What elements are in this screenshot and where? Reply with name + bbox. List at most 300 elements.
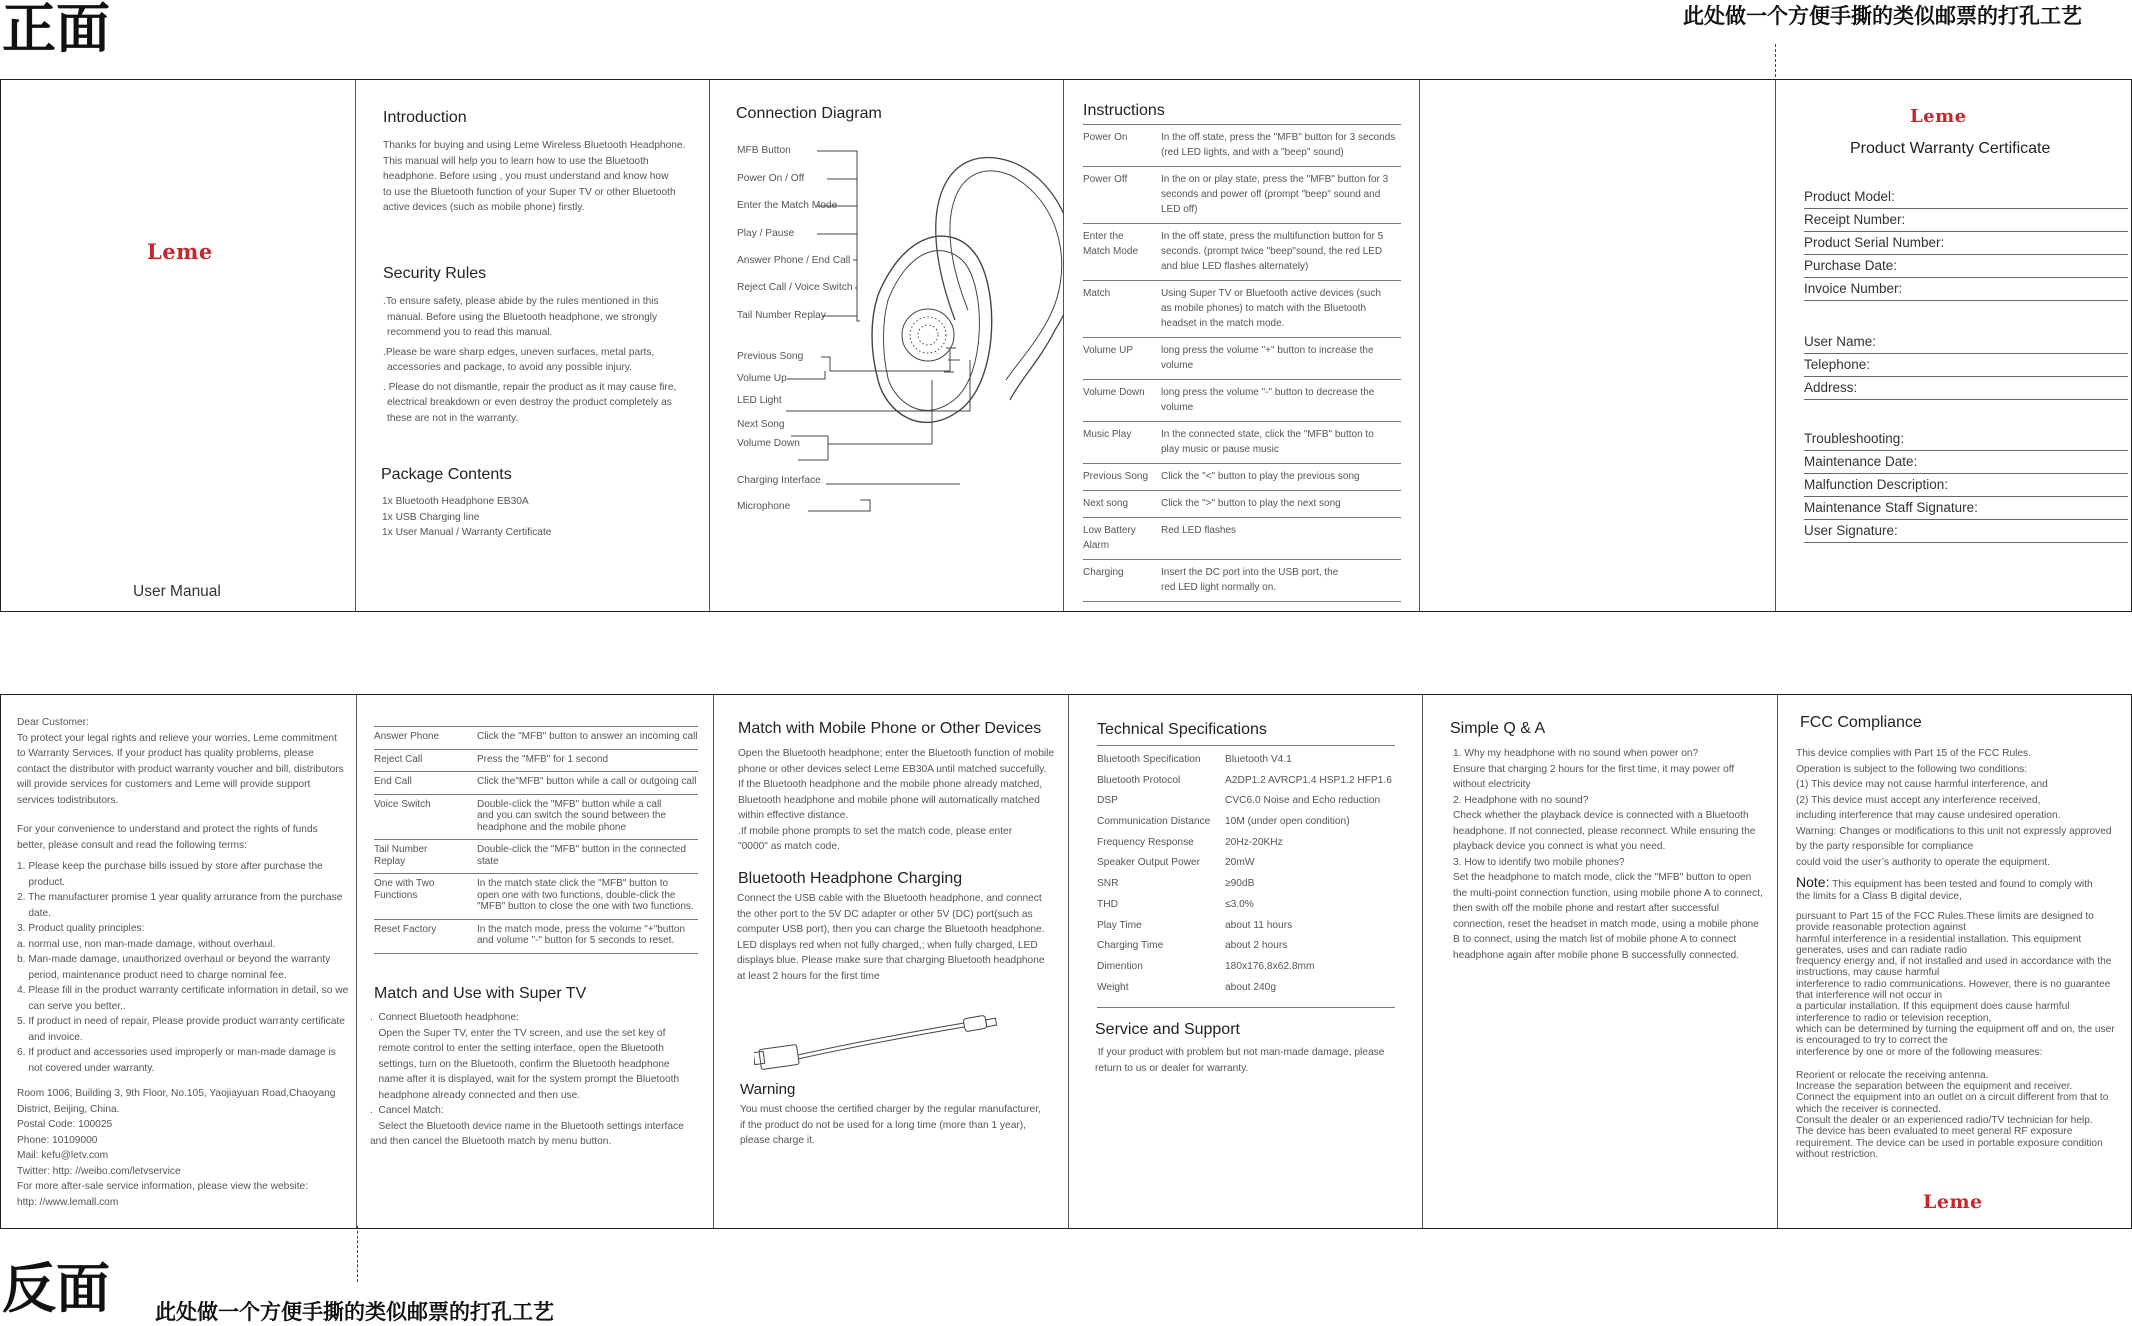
security-list (383, 294, 703, 430)
intro-panel (356, 80, 710, 611)
call-function-row (374, 873, 698, 919)
intro-line: This manual will help you to learn how to use the Bluetooth (383, 155, 649, 167)
service-line: If your product with problem but not man-made damage, please (1095, 1047, 1385, 1058)
intro-title: Introduction (383, 109, 467, 126)
fcc-line: could void the user’s authority to operate the equipment. (1796, 856, 2050, 868)
fcc-line: (1) This device may not cause harmful interference, and (1796, 779, 2048, 790)
customer-terms-intro-line: For your convenience to understand and protect the rights of funds (17, 824, 318, 835)
instructions-panel (1064, 80, 1420, 611)
fcc-line: provide reasonable protection against (1796, 922, 1966, 934)
instruction-row-key (1083, 343, 1161, 373)
spec-value: Bluetooth V4.1 (1225, 754, 1292, 765)
spec-name: Weight (1097, 981, 1129, 993)
customer-address-line: Twitter: http: //weibo.com/letvservice (17, 1165, 181, 1177)
spec-row (1097, 916, 1395, 937)
fcc-line: frequency energy and, if not installed and used in accordance with the (1796, 956, 2112, 968)
customer-term-line: 5. If product in need of repair, Please provide product warranty certificate (17, 1016, 345, 1027)
charging-line: Connect the USB cable with the Bluetooth headphone, and connect (737, 893, 1042, 904)
fcc-panel (1778, 695, 2132, 1228)
qa-line: connection, reset the headset in match mode, using a mobile phone (1453, 918, 1759, 930)
specs-divider (1097, 1007, 1395, 1008)
tv-instruction-line: remote control to enter the setting interface, open the Bluetooth (370, 1043, 664, 1054)
instruction-row (1083, 518, 1401, 560)
customer-term-line: not covered under warranty. (17, 1062, 155, 1074)
diagram-label: MFB Button (737, 145, 791, 156)
security-rule-line: accessories and package, to avoid any possible injury. (387, 362, 633, 373)
mobile-match-line: "0000" as match code. (738, 841, 840, 852)
cover-title: User Manual (133, 583, 221, 600)
mobile-panel (714, 695, 1069, 1228)
customer-body (17, 715, 352, 1210)
customer-term-line: a. normal use, non man-made damage, without overhaul. (17, 938, 276, 950)
warranty-fields-service (1804, 428, 2128, 543)
calls-panel (357, 695, 714, 1228)
warranty-field: Receipt Number: (1804, 209, 2128, 232)
diagram-label: Volume Up (737, 373, 787, 384)
security-rule-line: these are not in the warranty. (387, 412, 519, 424)
call-function-row-key-line: Answer Phone (374, 731, 440, 742)
diagram-label: Reject Call / Voice Switch (737, 282, 853, 293)
diagram-label: Power On / Off (737, 173, 805, 184)
calls-table (374, 726, 698, 962)
spec-value: CVC6.0 Noise and Echo reduction (1225, 795, 1381, 807)
blank-flap-panel (1420, 80, 1776, 611)
instruction-row-key-line: Match (1083, 288, 1111, 299)
spec-name: DSP (1097, 795, 1118, 807)
instruction-row-value-line: LED off) (1161, 204, 1198, 215)
specs-table (1097, 745, 1395, 998)
fcc-body (1796, 746, 2126, 1160)
spec-name: Charging Time (1097, 940, 1164, 952)
package-item: 1x Bluetooth Headphone EB30A (382, 496, 529, 507)
instruction-row (1083, 281, 1401, 338)
instruction-row-value (1161, 229, 1401, 274)
call-function-row (374, 919, 698, 953)
instruction-row-value (1161, 286, 1401, 331)
call-function-row-value-line: state (477, 855, 499, 867)
instruction-row-value-line: volume (1161, 402, 1194, 413)
call-function-row (374, 726, 698, 749)
charging-body (737, 891, 1045, 984)
instruction-row-key-line: Previous Song (1083, 471, 1149, 482)
tv-instruction-line: and then cancel the Bluetooth match by menu button. (370, 1136, 612, 1147)
spec-row (1097, 833, 1395, 854)
warranty-title: Product Warranty Certificate (1850, 140, 2051, 157)
spec-name: Bluetooth Specification (1097, 754, 1201, 765)
instruction-row-value-line: Using Super TV or Bluetooth active devices (such (1161, 288, 1381, 299)
diagram-label: Answer Phone / End Call (737, 255, 851, 266)
security-title: Security Rules (383, 265, 487, 282)
qa-line: Set the headphone to match mode, click the "MFB" button to open (1453, 872, 1752, 883)
call-function-row-value-line: and you can switch the sound between the (477, 810, 667, 821)
customer-intro-line: will provide services for customers and Leme will provide support (17, 779, 311, 790)
charging-line: at least 2 hours for the first time (737, 970, 880, 982)
fcc-line: instructions, may cause harmful (1796, 967, 1940, 979)
fcc-note (1796, 876, 2126, 903)
warranty-field: Telephone: (1804, 354, 2128, 377)
security-rule (383, 294, 703, 341)
spec-name: THD (1097, 898, 1118, 910)
warranty-field: Malfunction Description: (1804, 474, 2128, 497)
customer-term-line: and invoice. (17, 1031, 83, 1043)
instruction-row-value-line: seconds and power off (prompt "beep" sound and (1161, 189, 1381, 200)
spec-row (1097, 936, 1395, 957)
security-rule (383, 345, 703, 376)
fcc-line: is encouraged to try to correct the (1796, 1035, 1948, 1047)
spec-name: Dimention (1097, 960, 1143, 972)
diagram-label: LED Light (737, 395, 782, 406)
instructions-table (1083, 124, 1401, 602)
fcc-line: Reorient or relocate the receiving antenna. (1796, 1069, 1989, 1081)
instruction-row (1083, 464, 1401, 491)
instruction-row-key-line: Match Mode (1083, 246, 1139, 257)
charging-line: the other port to the 5V DC adapter or other 5V (DC) port(such as (737, 908, 1033, 920)
call-function-row-value-line: In the match mode, press the volume "+"button (477, 923, 686, 935)
spec-row (1097, 791, 1395, 812)
qa-line: the multi-point connection function, using mobile phone A to connect, (1453, 887, 1763, 899)
spec-row (1097, 853, 1395, 874)
instruction-row-key-line: Power Off (1083, 174, 1128, 185)
intro-line: to use the Bluetooth function of your Super TV or other Bluetooth (383, 186, 676, 198)
customer-term-line: 2. The manufacturer promise 1 year quality arrurance from the purchase (17, 892, 343, 903)
warning-line: please charge it. (740, 1135, 815, 1146)
warranty-logo: Leme (1910, 106, 1967, 127)
customer-address-line: For more after-sale service information, please view the website: (17, 1181, 309, 1192)
call-function-row (374, 794, 698, 840)
fcc-line: interference by one or more of the following measures: (1796, 1046, 2043, 1058)
diagram-label: Charging Interface (737, 475, 821, 486)
instruction-row-value-line: red LED light normally on. (1161, 582, 1277, 593)
instruction-row-key (1083, 286, 1161, 331)
fcc-line: without restriction. (1796, 1148, 1879, 1160)
charging-line: computer USB port), then you can charge the Bluetooth headphone. (737, 924, 1045, 935)
instruction-row (1083, 224, 1401, 281)
warranty-field: Address: (1804, 377, 2128, 400)
diagram-title: Connection Diagram (736, 105, 882, 122)
call-function-row-value-line: In the match state click the "MFB" button to (477, 878, 669, 889)
warranty-field: Product Model: (1804, 186, 2128, 209)
instructions-title: Instructions (1083, 102, 1165, 119)
spec-name: Speaker Output Power (1097, 857, 1201, 869)
call-function-row-key-line: Replay (374, 855, 406, 867)
spec-value: 20Hz-20KHz (1225, 836, 1283, 848)
fcc-title: FCC Compliance (1800, 714, 1922, 731)
diagram-label: Microphone (737, 501, 791, 512)
customer-term-line: period, maintenance product need to charge nominal fee. (17, 969, 287, 981)
mobile-match-line: Bluetooth headphone and mobile phone will automatically matched (738, 794, 1040, 806)
tv-body (370, 1010, 684, 1150)
spec-value: A2DP1.2 AVRCP1.4 HSP1.2 HFP1.6 (1225, 774, 1392, 786)
call-function-row-value-line: headphone and the mobile phone (477, 821, 627, 833)
customer-term-line: 6. If product and accessories used improperly or man-made damage is (17, 1047, 336, 1058)
warning-title: Warning (740, 1081, 796, 1098)
qa-line: without electricity (1453, 779, 1531, 790)
instruction-row (1083, 560, 1401, 602)
mobile-match-line: within effective distance. (738, 810, 849, 821)
warning-line: if the product do not be used for a long time (more than 1 year), (740, 1119, 1026, 1131)
warranty-field: Maintenance Staff Signature: (1804, 497, 2128, 520)
diagram-label: Next Song (737, 419, 785, 430)
fcc-line: requirement. The device can be used in portable exposure condition (1796, 1137, 2103, 1149)
instruction-row-key (1083, 565, 1161, 595)
customer-term-line: can serve you better.. (17, 1000, 126, 1012)
instruction-row-value-line: volume (1161, 360, 1194, 371)
call-function-row-value (477, 799, 698, 834)
tv-instruction-line: settings, turn on the Bluetooth, confirm the Bluetooth headphone (370, 1058, 670, 1070)
instruction-row-key-line: Music Play (1083, 429, 1132, 440)
instruction-row (1083, 422, 1401, 464)
instruction-row-value-line: Click the ">" button to play the next song (1161, 498, 1341, 509)
specs-panel (1069, 695, 1423, 1228)
spec-row (1097, 874, 1395, 895)
warranty-field: Invoice Number: (1804, 278, 2128, 301)
instruction-row-value-line: Insert the DC port into the USB port, the (1161, 567, 1339, 578)
service-title: Service and Support (1095, 1021, 1240, 1038)
mobile-match-line: If the Bluetooth headphone and the mobile phone already matched, (738, 779, 1043, 790)
diagram-label: Tail Number Replay (737, 310, 826, 321)
instruction-row-value-line: Red LED flashes (1161, 525, 1237, 536)
instruction-row-key-line: Power On (1083, 132, 1128, 143)
warning-line: You must choose the certified charger by the regular manufacturer, (740, 1104, 1041, 1115)
diagram-label: Volume Down (737, 438, 800, 449)
instruction-row-key (1083, 130, 1161, 160)
instruction-row-key-line: Enter the (1083, 231, 1124, 242)
fcc-note-label: Note: (1796, 874, 1830, 890)
package-list (382, 494, 551, 541)
instruction-row-value (1161, 469, 1401, 484)
charging-title: Bluetooth Headphone Charging (738, 870, 963, 887)
spec-value: about 11 hours (1225, 919, 1293, 931)
customer-intro-line: to Warranty Services. If your product has quality problems, please (17, 748, 314, 759)
fcc-line: This device complies with Part 15 of the FCC Rules. (1796, 748, 2031, 759)
call-function-row-value (477, 776, 698, 788)
call-function-row-value-line: and volume "-" button for 5 seconds to reset. (477, 935, 675, 946)
warranty-panel (1776, 80, 2132, 611)
customer-address-line: Room 1006, Building 3, 9th Floor, No.105, Yaojiayuan Road,Chaoyang (17, 1088, 336, 1099)
warranty-fields-user (1804, 331, 2128, 400)
warranty-field: User Signature: (1804, 520, 2128, 543)
intro-body (383, 138, 685, 216)
security-rule-line: . Please do not dismantle, repair the product as it may cause fire, (383, 381, 677, 393)
call-function-row-key-line: Reject Call (374, 753, 423, 765)
spec-name: Play Time (1097, 919, 1142, 931)
instruction-row-value-line: long press the volume "+" button to increase the (1161, 345, 1374, 356)
spec-value: ≤3.0% (1225, 898, 1254, 910)
instruction-row-value-line: seconds. (prompt twice "beep"sound, the red LED (1161, 246, 1383, 257)
instruction-row-value-line: In the off state, press the multifunction button for 5 (1161, 231, 1384, 242)
spec-value: about 240g (1225, 981, 1276, 993)
instruction-row-value-line: In the off state, press the "MFB" button for 3 seconds (1161, 132, 1396, 143)
tv-instruction-line: . Connect Bluetooth headphone: (370, 1012, 519, 1023)
spec-row (1097, 978, 1395, 999)
fcc-line: Increase the separation between the equipment and receiver. (1796, 1081, 2073, 1093)
spec-row (1097, 812, 1395, 833)
instruction-row-key (1083, 427, 1161, 457)
security-rule-line: recommend you to read this manual. (387, 327, 553, 338)
instruction-row-value (1161, 343, 1401, 373)
call-function-row-key-line: Voice Switch (374, 798, 431, 810)
fcc-line: including interference that may cause undesired operation. (1796, 810, 2061, 821)
call-function-row (374, 771, 698, 794)
customer-address-line: http: //www.lemall.com (17, 1196, 119, 1208)
instruction-row-value-line: as mobile phones) to match with the Bluetooth (1161, 303, 1367, 314)
service-body (1095, 1045, 1384, 1076)
customer-address-line: Postal Code: 100025 (17, 1119, 113, 1130)
leme-logo: Leme (147, 239, 213, 264)
package-title: Package Contents (381, 466, 512, 483)
diagram-label: Play / Pause (737, 228, 795, 239)
fcc-line: (2) This device must accept any interference received, (1796, 794, 2041, 806)
fcc-line: harmful interference in a residential installation. This equipment (1796, 933, 2082, 945)
call-function-row-key (374, 844, 477, 867)
customer-term-line: product. (17, 876, 66, 888)
instruction-row (1083, 125, 1401, 167)
customer-address-line: Phone: 10109000 (17, 1134, 98, 1146)
instruction-row-key (1083, 496, 1161, 511)
call-function-row-value-line: Double-click the "MFB" button in the connected (477, 844, 686, 855)
customer-intro-line: To protect your legal rights and relieve your worries, Leme commitment (17, 732, 337, 744)
call-function-row-value-line: open one with two functions, double-click the (477, 889, 676, 901)
call-function-row-value (477, 844, 698, 867)
qa-line: 3. How to identify two mobile phones? (1453, 856, 1625, 868)
instruction-row (1083, 338, 1401, 380)
instruction-row-key-line: Low Battery (1083, 525, 1136, 536)
intro-line: active devices (such as mobile phone) firstly. (383, 202, 585, 213)
charging-line: displays blue. Please make sure that charging Bluetooth headphone (737, 955, 1045, 966)
back-sheet (0, 694, 2132, 1229)
tv-title: Match and Use with Super TV (374, 985, 587, 1002)
instruction-row-value (1161, 565, 1401, 595)
call-function-row-value (477, 731, 698, 743)
fcc-line: that interference will not occur in (1796, 990, 1943, 1002)
call-function-row-key-line: Reset Factory (374, 923, 437, 935)
call-function-row-value (477, 924, 698, 947)
service-line: return to us or dealer for warranty. (1095, 1062, 1249, 1074)
warranty-field: Purchase Date: (1804, 255, 2128, 278)
qa-body (1453, 746, 1763, 963)
call-function-row-key (374, 776, 477, 788)
fcc-line: Connect the equipment into an outlet on a circuit different from that to (1796, 1092, 2109, 1104)
diagram-label: Enter the Match Mode (737, 200, 838, 211)
customer-intro-line: contact the distributor with product warranty voucher and bill, distributors (17, 763, 344, 775)
qa-line: 1. Why my headphone with no sound when power on? (1453, 748, 1699, 759)
instruction-row-value-line: In the connected state, click the "MFB" button to (1161, 429, 1374, 440)
front-sheet (0, 79, 2132, 612)
instruction-row-key-line: Next song (1083, 498, 1129, 509)
instruction-row-value-line: headset in the match mode. (1161, 318, 1285, 329)
warranty-field: User Name: (1804, 331, 2128, 354)
mobile-match-line: Open the Bluetooth headphone; enter the Bluetooth function of mobile (738, 748, 1055, 759)
call-function-row-key (374, 924, 477, 947)
spec-row (1097, 957, 1395, 978)
mobile-title: Match with Mobile Phone or Other Devices (738, 720, 1042, 737)
instruction-row-key (1083, 523, 1161, 553)
spec-value: 180x176.8x62.8mm (1225, 960, 1315, 972)
spec-name: Frequency Response (1097, 836, 1194, 848)
tv-instruction-line: . Cancel Match: (370, 1105, 444, 1116)
qa-line: headphone. If not connected, please reconnect. While ensuring the (1453, 825, 1756, 837)
customer-intro-line: services todistributors. (17, 794, 119, 806)
spec-row (1097, 771, 1395, 792)
instruction-row-key-line: Alarm (1083, 540, 1110, 551)
tv-instruction-line: Select the Bluetooth device name in the Bluetooth settings interface (370, 1120, 684, 1132)
security-rule-line: electrical breakdown or even destroy the product completely as (387, 397, 672, 408)
instruction-row-key (1083, 385, 1161, 415)
tv-instruction-line: Open the Super TV, enter the TV screen, and use the set key of (370, 1027, 666, 1039)
fcc-logo: Leme (1923, 1191, 1983, 1213)
mobile-match-line: .If mobile phone prompts to set the match code, please enter (738, 825, 1013, 837)
security-rule-line: .Please be ware sharp edges, uneven surfaces, metal parts, (383, 346, 655, 358)
fcc-line: which can be determined by turning the equipment off and on, the user (1796, 1023, 2115, 1035)
perforation-note-bottom: 此处做一个方便手撕的类似邮票的打孔工艺 (155, 1300, 554, 1324)
customer-terms-intro-line: better, please consult and read the following terms: (17, 839, 247, 851)
qa-panel (1423, 695, 1778, 1228)
call-function-row (374, 749, 698, 772)
qa-line: then swith off the mobile phone and restart after successful (1453, 903, 1719, 914)
fcc-line: interference to radio communications. However, there is no guarantee (1796, 978, 2111, 990)
call-function-row-key (374, 754, 477, 766)
instruction-row-value-line: In the on or play state, press the "MFB" button for 3 (1161, 174, 1389, 185)
back-side-label: 反面 (2, 1257, 110, 1320)
tv-instruction-line: headphone already connected and then use. (370, 1089, 581, 1101)
security-rule (383, 380, 703, 427)
call-function-row (374, 839, 698, 873)
call-function-row-key (374, 799, 477, 834)
call-function-row-value-line: Double-click the "MFB" button while a call (477, 798, 662, 810)
instruction-row-value (1161, 523, 1401, 553)
qa-line: Ensure that charging 2 hours for the first time, it may power off (1453, 763, 1735, 775)
qa-line: playback device you connect is what you need. (1453, 841, 1666, 852)
security-rule-line: .To ensure safety, please abide by the rules mentioned in this (383, 296, 659, 307)
call-function-row-key (374, 731, 477, 743)
instruction-row-key (1083, 172, 1161, 217)
warranty-field: Troubleshooting: (1804, 428, 2128, 451)
instruction-row-value (1161, 385, 1401, 415)
customer-panel (0, 695, 357, 1228)
intro-line: Thanks for buying and using Leme Wireless Bluetooth Headphone. (383, 140, 686, 151)
call-function-row-value-line: Click the"MFB" button while a call or outgoing call (477, 776, 697, 787)
instruction-row-key (1083, 229, 1161, 274)
call-function-row-value-line: "MFB" button to close the one with two functions. (477, 901, 694, 912)
customer-term-line: b. Man-made damage, unauthorized overhaul or beyond the warranty (17, 954, 331, 965)
spec-row (1097, 750, 1395, 771)
call-function-row-value-line: Press the "MFB" for 1 second (477, 753, 609, 765)
headphone-diagram (710, 80, 1064, 611)
instruction-row-value-line: (red LED lights, and with a "beep" sound) (1161, 147, 1344, 158)
charging-line: LED displays red when not fully charged,; when fully charged, LED (737, 939, 1038, 951)
package-item: 1x USB Charging line (382, 511, 480, 523)
fcc-note-text: This equipment has been tested and found to comply with (1829, 879, 2093, 890)
spec-row (1097, 895, 1395, 916)
qa-line: B to connect, using the match list of mobile phone A to connect (1453, 934, 1737, 945)
spec-value: 20mW (1225, 857, 1255, 869)
tv-instruction-line: name after it is displayed, wait for the system prompt the Bluetooth (370, 1074, 680, 1085)
spec-value: ≥90dB (1225, 878, 1255, 890)
instruction-row-key (1083, 469, 1161, 484)
fcc-line: Operation is subject to the following two conditions: (1796, 763, 2028, 775)
instruction-row-value-line: play music or pause music (1161, 444, 1279, 455)
diagram-label: Previous Song (737, 351, 804, 362)
instruction-row-value (1161, 172, 1401, 217)
perforation-note-top: 此处做一个方便手撕的类似邮票的打孔工艺 (1683, 4, 2082, 28)
cover-panel (0, 80, 356, 611)
instruction-row (1083, 167, 1401, 224)
call-function-row-value (477, 878, 698, 913)
security-rule-line: manual. Before using the Bluetooth headphone, we strongly (387, 311, 658, 323)
instruction-row-key-line: Volume UP (1083, 345, 1134, 356)
fcc-line: generates, uses and can radiate radio (1796, 944, 1968, 956)
warning-body (740, 1102, 1041, 1149)
